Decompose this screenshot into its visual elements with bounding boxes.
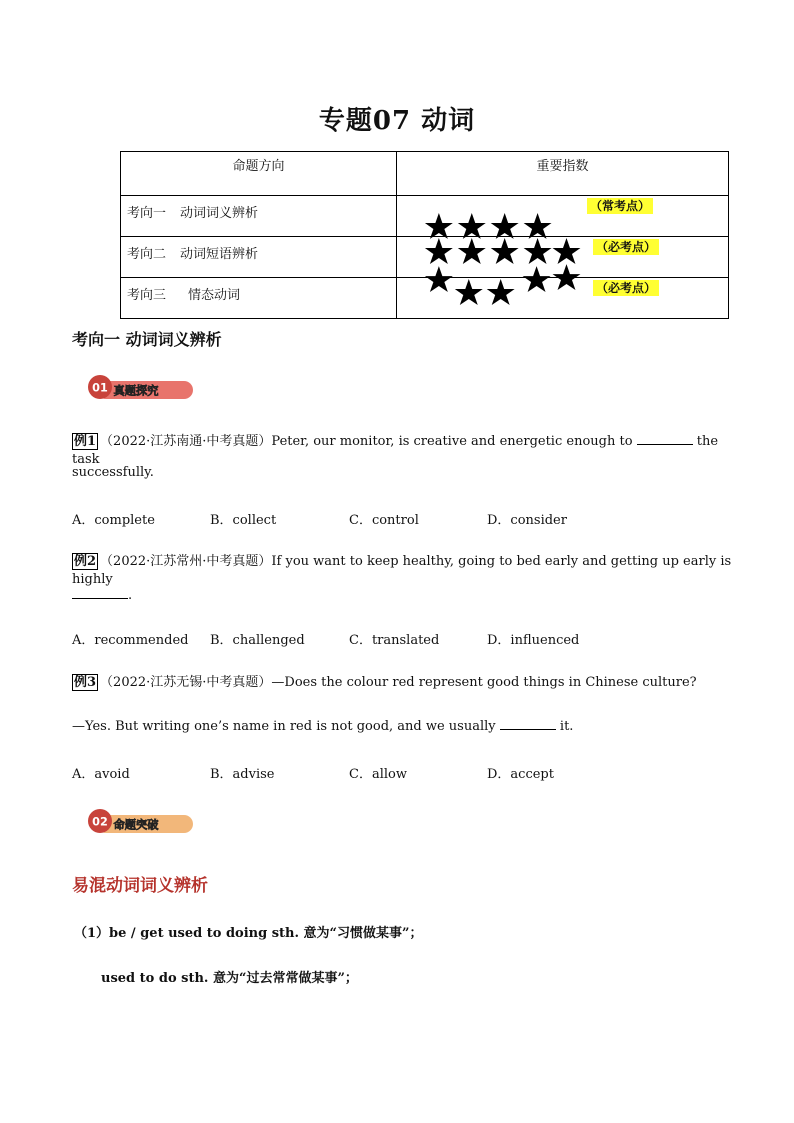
question-3 (72, 674, 732, 692)
table-row (121, 278, 729, 319)
star-icon (491, 238, 519, 264)
star-icon (458, 238, 486, 264)
banner-number: 02 (92, 815, 108, 829)
rule-2: used to do sth. 意为“过去常常做某事”； (101, 971, 358, 986)
breakthrough-heading: 易混动词词义辨析 (72, 876, 208, 896)
star-icon (425, 213, 453, 239)
option-c[interactable]: C．translated (349, 633, 440, 648)
table-row (121, 196, 729, 237)
star-rating (397, 278, 728, 318)
banner-number: 01 (92, 381, 108, 395)
question-text: —Does the colour red represent good things in Chinese culture? (271, 675, 697, 690)
question-source: （2022·江苏南通·中考真题） (100, 434, 272, 449)
star-icon (524, 213, 552, 239)
star-icon (487, 279, 515, 305)
option-c[interactable]: C．control (349, 513, 419, 528)
header-direction: 命题方向 (121, 152, 397, 196)
option-b[interactable]: B．advise (210, 767, 275, 782)
answer-blank (72, 588, 128, 599)
question-text: Peter, our monitor, is creative and energetic enough to (271, 434, 637, 449)
star-rating (397, 237, 728, 277)
question-text: If you want to keep healthy, going to bed early and getting up early is highly (72, 554, 732, 587)
direction-code: 考向三 (127, 288, 167, 303)
star-rating (397, 196, 728, 236)
question-3-line2 (72, 718, 573, 736)
question-source: （2022·江苏常州·中考真题） (100, 554, 272, 569)
example-label: 例1 (74, 434, 97, 449)
frequency-badge: （必考点） (593, 280, 659, 296)
star-icon (553, 238, 581, 264)
question-1 (72, 433, 732, 469)
option-d[interactable]: D．influenced (487, 633, 580, 648)
options-1 (72, 509, 672, 529)
banner-graphic (72, 372, 212, 402)
option-d[interactable]: D．accept (487, 767, 554, 782)
question-2-line2 (72, 587, 132, 605)
option-b[interactable]: B．challenged (210, 633, 305, 648)
option-a[interactable]: A．recommended (72, 633, 189, 648)
question-2 (72, 553, 732, 589)
answer-blank (500, 719, 556, 730)
direction-code: 考向一 (127, 206, 167, 221)
direction-name: 动词短语辨析 (180, 247, 259, 262)
direction-name: 动词词义辨析 (180, 206, 259, 221)
answer-blank (637, 434, 693, 445)
question-1-line2: successfully. (72, 465, 154, 480)
star-icon (455, 279, 483, 305)
option-d[interactable]: D．consider (487, 513, 567, 528)
section-banner-02 (72, 806, 212, 840)
question-text-after: the task (72, 434, 719, 467)
frequency-badge: （常考点） (587, 198, 653, 214)
importance-table (120, 151, 729, 319)
direction-code: 考向二 (127, 247, 167, 262)
star-icon (425, 238, 453, 264)
star-icon (458, 213, 486, 239)
question-text: —Yes. But writing one’s name in red is not good, and we usually (72, 719, 500, 734)
options-3 (72, 763, 672, 783)
frequency-badge: （必考点） (593, 239, 659, 255)
question-text-after: . (128, 588, 133, 603)
example-label: 例3 (74, 675, 97, 690)
rule-1: （1）be / get used to doing sth. 意为“习惯做某事”； (74, 926, 423, 941)
banner-graphic (72, 806, 212, 836)
option-b[interactable]: B．collect (210, 513, 277, 528)
table-row (121, 237, 729, 278)
star-icon (491, 213, 519, 239)
question-source: （2022·江苏无锡·中考真题） (100, 675, 272, 690)
banner-text: 命题突破 (113, 818, 159, 832)
option-c[interactable]: C．allow (349, 767, 407, 782)
direction-name: 情态动词 (188, 288, 241, 303)
section-banner-01 (72, 372, 212, 406)
section-heading: 考向一 动词词义辨析 (72, 330, 222, 349)
star-icon (524, 238, 552, 264)
banner-text: 真题探究 (113, 384, 159, 398)
example-label: 例2 (74, 554, 97, 569)
question-text-after: it. (555, 719, 574, 734)
page-title: 专题07 动词 (318, 106, 476, 136)
option-a[interactable]: A．complete (72, 513, 155, 528)
option-a[interactable]: A．avoid (72, 767, 130, 782)
header-index: 重要指数 (397, 152, 729, 196)
options-2 (72, 629, 672, 649)
